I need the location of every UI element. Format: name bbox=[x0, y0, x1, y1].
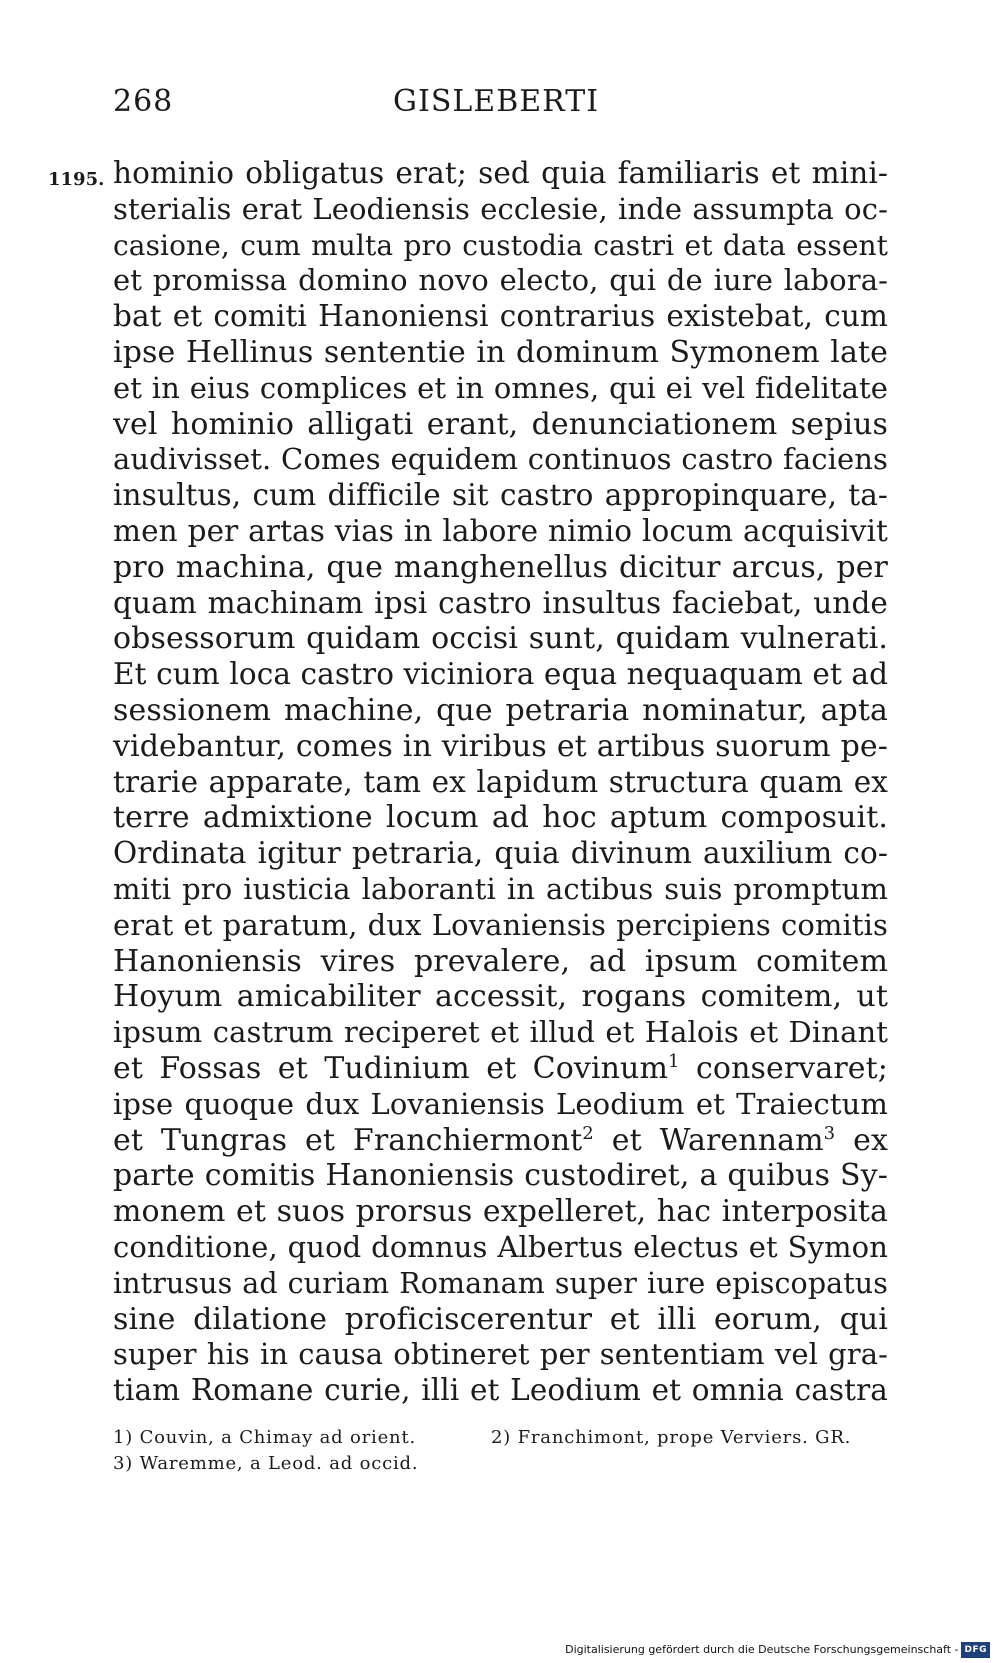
footnote-marker: 2 bbox=[582, 1122, 594, 1144]
text-line: obsessorum quidam occisi sunt, quidam vulnerati. bbox=[113, 621, 888, 657]
footnote-marker: 1 bbox=[668, 1050, 680, 1072]
text-line: insultus, cum difficile sit castro appropinquare, ta- bbox=[113, 478, 888, 513]
text-line: ipsum castrum reciperet et illud et Halois et Dinant bbox=[113, 1015, 888, 1050]
text-line: tiam Romane curie, illi et Leodium et omnia castra bbox=[113, 1373, 888, 1408]
text-line: monem et suos prorsus expelleret, hac interposita bbox=[113, 1194, 888, 1230]
text-line: terre admixtione locum ad hoc aptum composuit. bbox=[113, 800, 888, 836]
text-line: casione, cum multa pro custodia castri et data essent bbox=[113, 228, 888, 262]
dfg-logo-icon: DFG bbox=[961, 1642, 990, 1658]
text-line: sine dilatione proficiscerentur et illi eorum, qui bbox=[113, 1301, 888, 1337]
text-line: trarie apparate, tam ex lapidum structura quam ex bbox=[113, 764, 888, 799]
text-line: et in eius complices et in omnes, qui ei vel fidelitate bbox=[113, 370, 888, 405]
footnote-marker: 3 bbox=[823, 1122, 836, 1144]
credit-text: Digitalisierung gefördert durch die Deutsche Forschungsgemeinschaft - bbox=[565, 1643, 959, 1656]
footnote-row bbox=[113, 1451, 888, 1477]
text-segment: et Tungras et Franchiermont bbox=[113, 1122, 583, 1158]
text-line: Hanoniensis vires prevalere, ad ipsum comitem bbox=[113, 943, 888, 979]
text-line: Hoyum amicabiliter accessit, rogans comitem, ut bbox=[113, 979, 888, 1015]
text-line: pro machina, que manghenellus dicitur arcus, per bbox=[113, 549, 888, 585]
digitization-credit bbox=[565, 1642, 990, 1658]
text-line: erat et paratum, dux Lovaniensis percipiens comitis bbox=[113, 907, 888, 942]
footnotes bbox=[113, 1425, 888, 1477]
text-line: et promissa domino novo electo, qui de iure labora- bbox=[113, 263, 888, 298]
text-line: Et cum loca castro viciniora equa nequaquam et ad bbox=[113, 657, 889, 692]
footnote-1: 1) Couvin, a Chimay ad orient. bbox=[113, 1427, 416, 1448]
text-line: ipse Hellinus sententie in dominum Symonem late bbox=[113, 334, 888, 370]
text-line: super his in causa obtineret per sententiam vel gra- bbox=[113, 1337, 888, 1372]
running-head: GISLEBERTI bbox=[393, 84, 600, 119]
text-segment: conservaret; bbox=[679, 1050, 888, 1086]
text-line: ipse quoque dux Lovaniensis Leodium et Traiectum bbox=[113, 1086, 888, 1121]
page-number: 268 bbox=[113, 84, 174, 119]
text-line: sessionem machine, que petraria nominatur, apta bbox=[113, 692, 888, 728]
text-line: audivisset. Comes equidem continuos castro faciens bbox=[113, 442, 888, 477]
footnote-2: 2) Franchimont, prope Verviers. GR. bbox=[491, 1427, 852, 1448]
text-line: men per artas vias in labore nimio locum acquisivit bbox=[113, 513, 888, 548]
footnote-row bbox=[113, 1425, 888, 1451]
text-segment: et Warennam bbox=[593, 1122, 824, 1158]
margin-year: 1195. bbox=[48, 169, 105, 190]
text-line: intrusus ad curiam Romanam super iure episcopatus bbox=[113, 1266, 888, 1300]
text-segment: et Fossas et Tudinium et Covinum bbox=[113, 1050, 669, 1086]
text-line: miti pro iusticia laboranti in actibus suis promptum bbox=[113, 871, 888, 906]
text-line-with-footnote bbox=[113, 1051, 888, 1087]
text-line: bat et comiti Hanoniensi contrarius existebat, cum bbox=[113, 299, 888, 334]
text-line: vel hominio alligati erant, denunciationem sepius bbox=[113, 406, 888, 442]
body-text bbox=[113, 156, 888, 1409]
text-line: videbantur, comes in viribus et artibus suorum pe- bbox=[113, 728, 888, 764]
text-segment: ex bbox=[835, 1122, 888, 1158]
text-line: parte comitis Hanoniensis custodiret, a quibus Sy- bbox=[113, 1158, 888, 1194]
text-line: hominio obligatus erat; sed quia familiaris et mini- bbox=[113, 156, 888, 190]
text-line: quam machinam ipsi castro insultus faciebat, unde bbox=[113, 585, 888, 620]
text-line: Ordinata igitur petraria, quia divinum auxilium co- bbox=[113, 836, 888, 871]
footnote-3: 3) Waremme, a Leod. ad occid. bbox=[113, 1453, 419, 1474]
text-line-with-footnote bbox=[113, 1123, 888, 1159]
text-line: sterialis erat Leodiensis ecclesie, inde assumpta oc- bbox=[113, 191, 888, 226]
text-line: conditione, quod domnus Albertus electus et Symon bbox=[113, 1229, 888, 1264]
